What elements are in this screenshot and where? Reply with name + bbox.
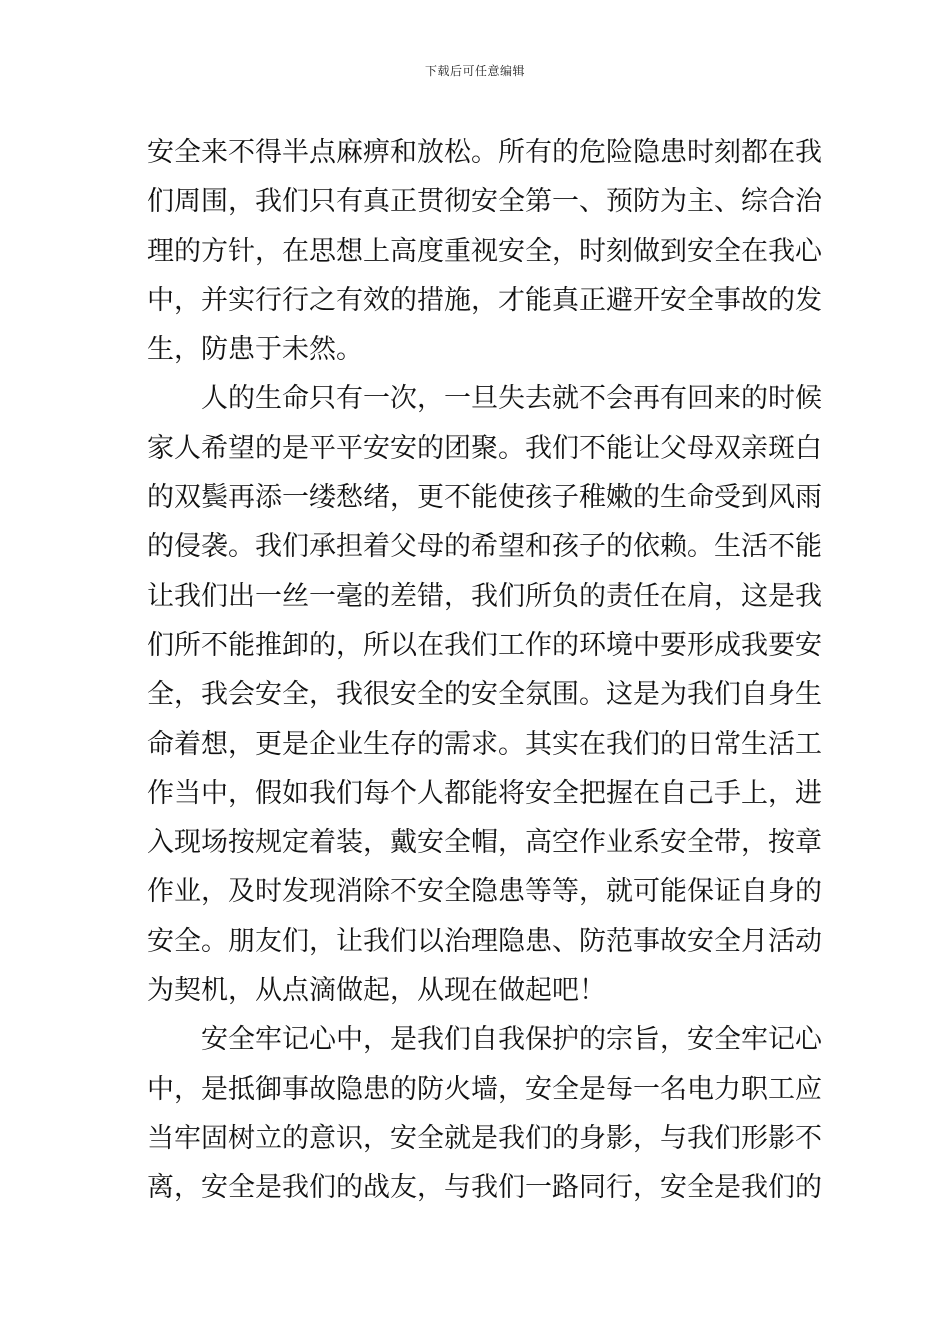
body-line: 人的生命只有一次，一旦失去就不会再有回来的时候 <box>201 383 822 415</box>
body-line: 的侵袭。我们承担着父母的希望和孩子的依赖。生活不能 <box>147 531 822 563</box>
body-line: 为契机，从点滴做起，从现在做起吧！ <box>147 975 606 1007</box>
body-line: 理的方针，在思想上高度重视安全，时刻做到安全在我心 <box>147 235 822 267</box>
body-line: 当牢固树立的意识，安全就是我们的身影，与我们形影不 <box>147 1122 822 1154</box>
body-line: 命着想，更是企业生存的需求。其实在我们的日常生活工 <box>147 728 822 760</box>
body-line: 离，安全是我们的战友，与我们一路同行，安全是我们的 <box>147 1172 822 1204</box>
page-header: 下载后可任意编辑 <box>424 64 525 78</box>
body-line: 生，防患于未然。 <box>147 334 363 366</box>
body-line: 安全来不得半点麻痹和放松。所有的危险隐患时刻都在我 <box>147 137 822 168</box>
body-line: 家人希望的是平平安安的团聚。我们不能让父母双亲斑白 <box>147 432 822 464</box>
body-line: 让我们出一丝一毫的差错，我们所负的责任在肩，这是我 <box>147 580 822 612</box>
body-line: 们所不能推卸的，所以在我们工作的环境中要形成我要安 <box>147 629 822 661</box>
body-line: 中，是抵御事故隐患的防火墙，安全是每一名电力职工应 <box>147 1073 822 1105</box>
document-body <box>147 128 822 1213</box>
body-line: 的双鬓再添一缕愁绪，更不能使孩子稚嫩的生命受到风雨 <box>147 482 822 514</box>
body-line: 全，我会安全，我很安全的安全氛围。这是为我们自身生 <box>147 679 822 711</box>
body-line: 作业，及时发现消除不安全隐患等等，就可能保证自身的 <box>147 876 822 908</box>
body-line: 安全。朋友们，让我们以治理隐患、防范事故安全月活动 <box>147 925 822 957</box>
body-line: 安全牢记心中，是我们自我保护的宗旨，安全牢记心 <box>201 1024 822 1056</box>
body-line: 入现场按规定着装，戴安全帽，高空作业系安全带，按章 <box>147 827 822 859</box>
body-line: 作当中，假如我们每个人都能将安全把握在自己手上，进 <box>147 777 822 809</box>
body-line: 们周围，我们只有真正贯彻安全第一、预防为主、综合治 <box>147 186 822 218</box>
body-line: 中，并实行行之有效的措施，才能真正避开安全事故的发 <box>147 284 822 316</box>
